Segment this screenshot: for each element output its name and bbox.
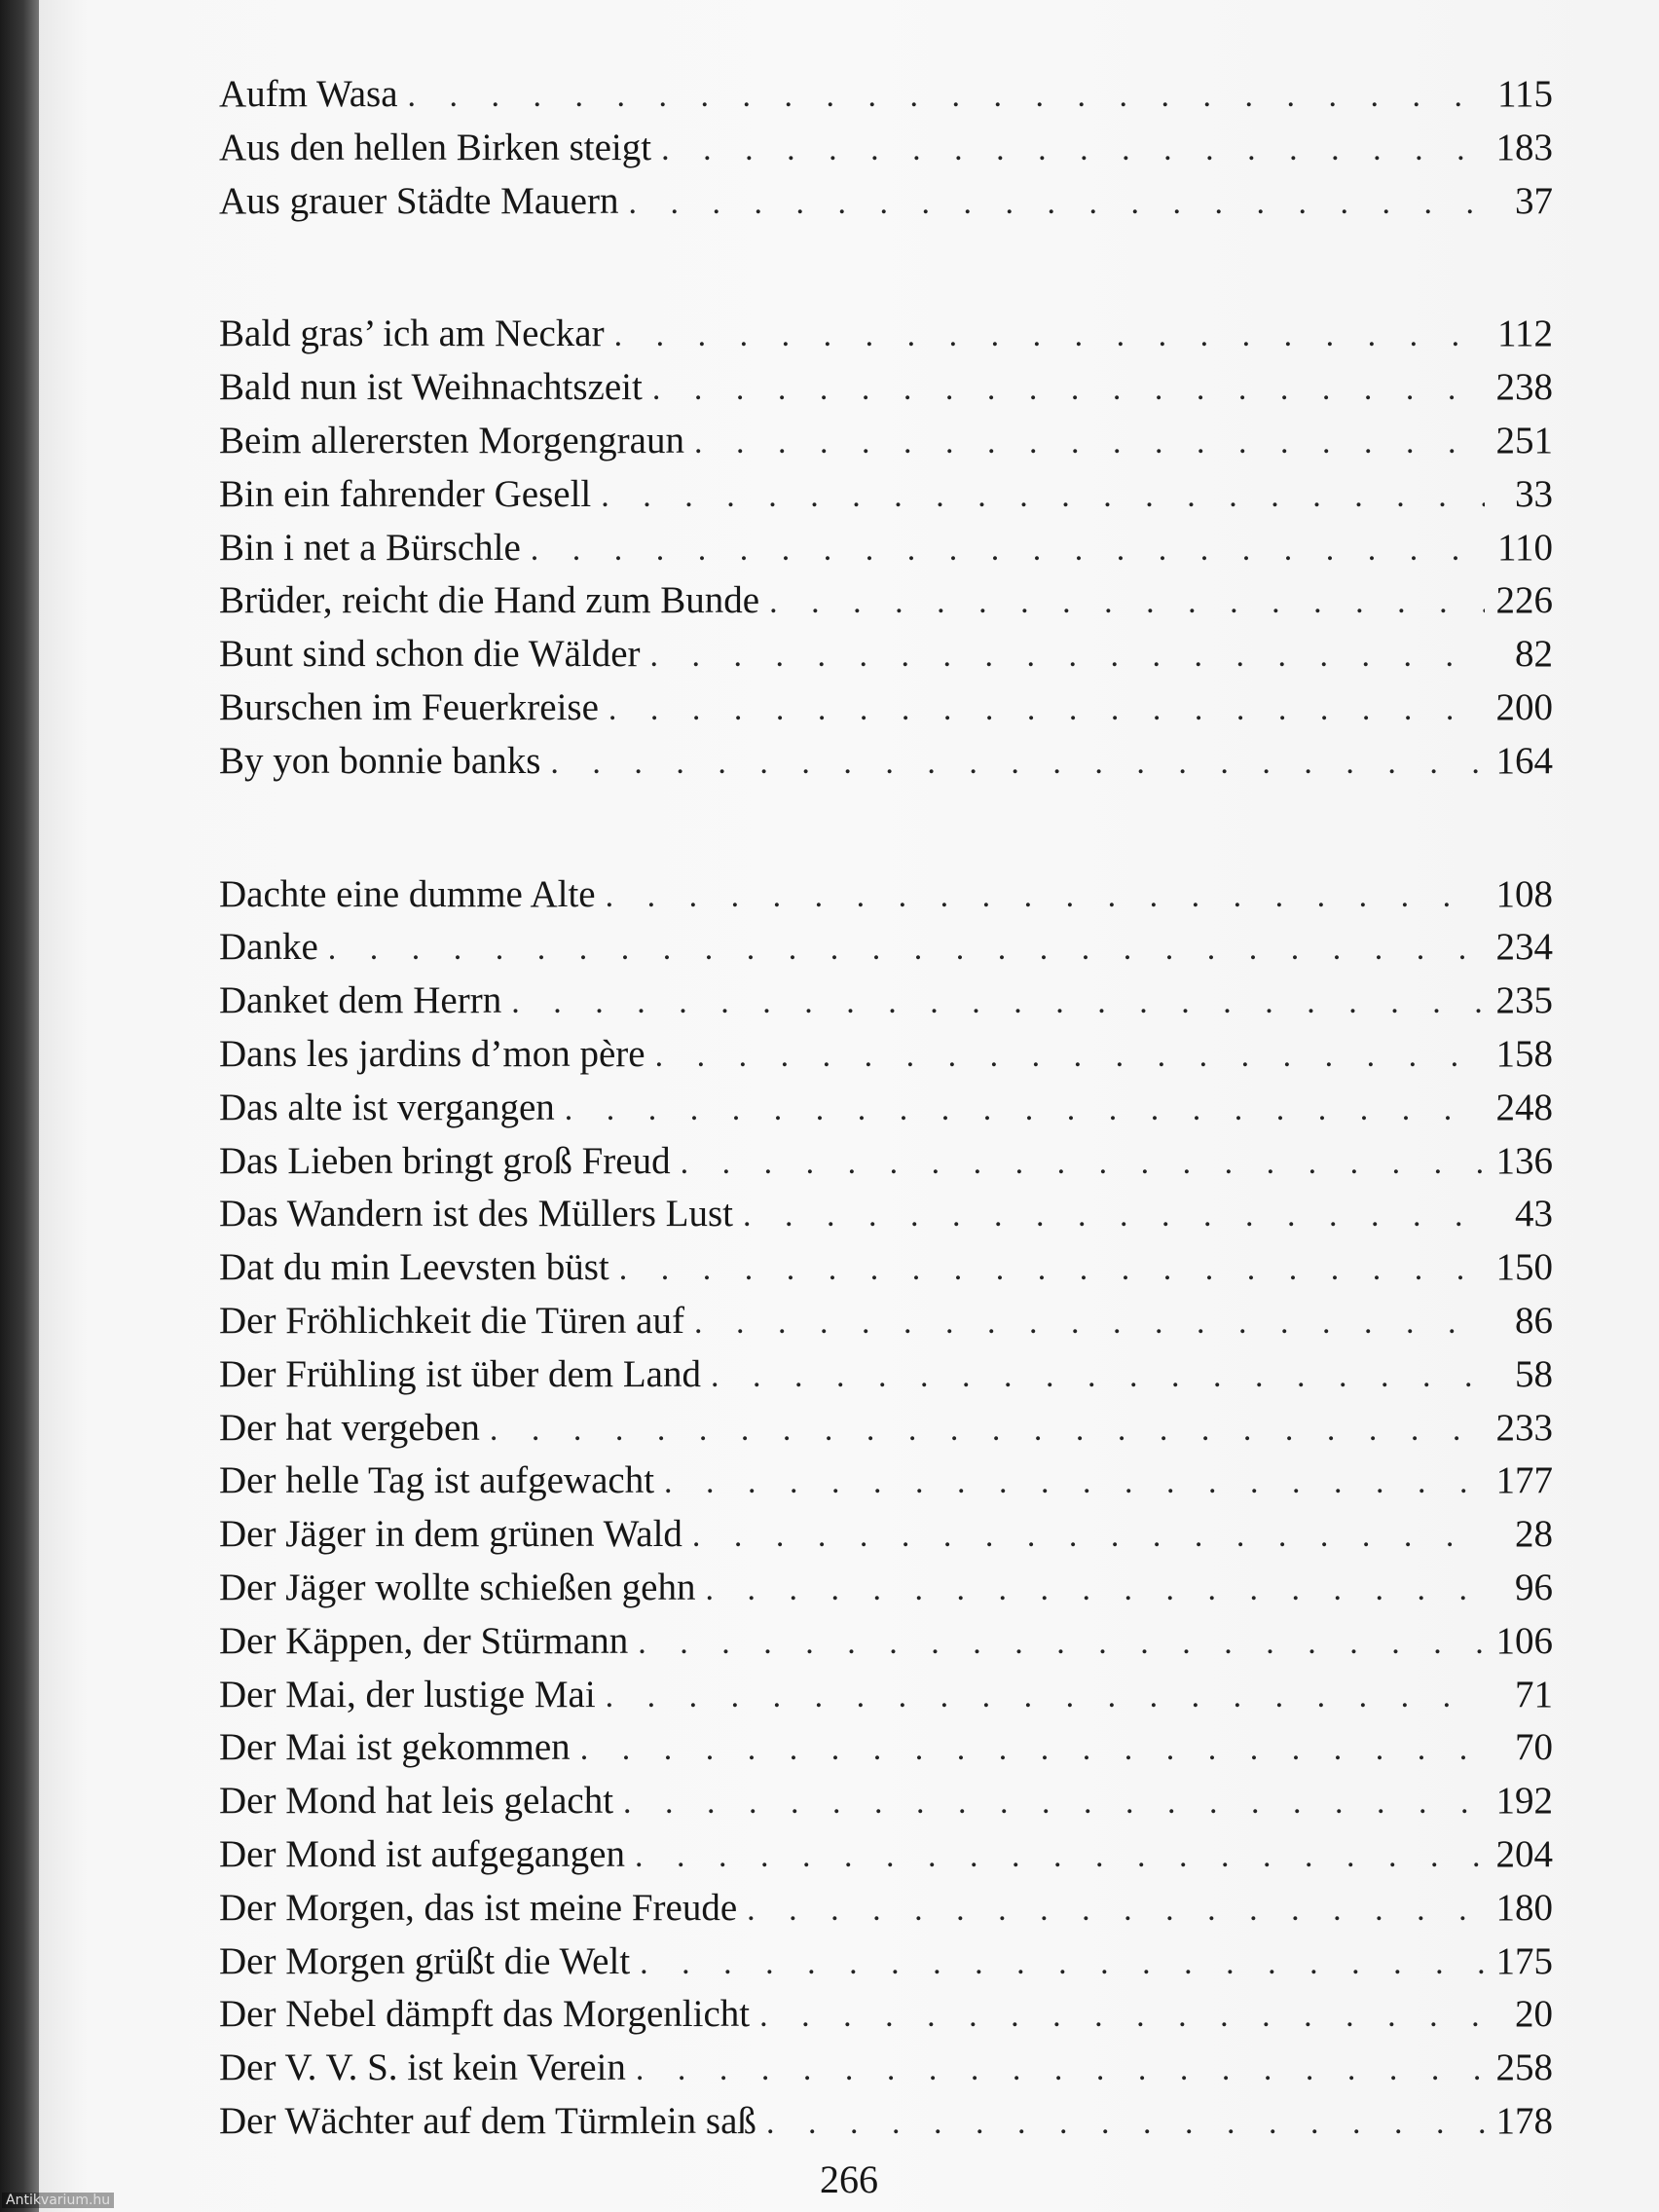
dot-leader — [601, 470, 1485, 524]
index-entry — [219, 975, 1553, 1028]
entry-page-number: 43 — [1515, 1193, 1553, 1235]
index-entry — [219, 1988, 1553, 2042]
index-entry — [219, 415, 1553, 468]
group-separator — [219, 789, 1553, 868]
entry-page-number: 200 — [1495, 685, 1553, 728]
dot-leader — [743, 1190, 1485, 1243]
entry-title: Der Nebel dämpft das Morgenlicht — [219, 1993, 751, 2036]
entry-title: Der Fröhlichkeit die Türen auf — [219, 1299, 684, 1342]
entry-title: Das Wandern ist des Müllers Lust — [219, 1193, 733, 1235]
index-entry — [219, 1135, 1553, 1189]
dot-leader — [650, 630, 1485, 683]
entry-page-number: 110 — [1496, 526, 1553, 569]
entry-page-number: 226 — [1495, 579, 1553, 622]
entry-page-number: 233 — [1495, 1406, 1553, 1449]
dot-leader — [628, 177, 1485, 231]
index-entry — [219, 1508, 1553, 1562]
entry-title: Das Lieben bringt groß Freud — [219, 1139, 671, 1182]
entry-title: Der Käppen, der Stürmann — [219, 1619, 629, 1662]
dot-leader — [694, 417, 1485, 470]
entry-page-number: 180 — [1495, 1886, 1553, 1929]
index-entry — [219, 1188, 1553, 1241]
dot-leader — [608, 683, 1485, 737]
watermark: Antikvarium.hu — [2, 2193, 114, 2208]
dot-leader — [606, 1671, 1485, 1724]
index-entry — [219, 1455, 1553, 1508]
entry-page-number: 106 — [1495, 1619, 1553, 1662]
entry-page-number: 234 — [1495, 926, 1553, 969]
entry-title: Der helle Tag ist aufgewacht — [219, 1459, 655, 1502]
dot-leader — [490, 1404, 1485, 1457]
dot-leader — [652, 363, 1485, 417]
dot-leader — [661, 124, 1485, 177]
dot-leader — [550, 737, 1485, 791]
index-entry — [219, 1721, 1553, 1775]
entry-title: Der Wächter auf dem Türmlein saß — [219, 2099, 756, 2142]
entry-title: Der Jäger in dem grünen Wald — [219, 1513, 682, 1556]
entry-page-number: 20 — [1515, 1993, 1553, 2036]
entry-title: Aus grauer Städte Mauern — [219, 179, 619, 222]
index-entry — [219, 1562, 1553, 1615]
dot-leader — [635, 1830, 1485, 1884]
index-entry — [219, 921, 1553, 975]
dot-leader — [614, 310, 1485, 363]
index-entry — [219, 1295, 1553, 1348]
dot-leader — [655, 1030, 1485, 1084]
entry-title: Beim allerersten Morgengraun — [219, 419, 684, 461]
entry-title: Danke — [219, 926, 318, 969]
index-entry — [219, 628, 1553, 682]
dot-leader — [606, 870, 1485, 924]
entry-page-number: 192 — [1495, 1780, 1553, 1823]
entry-title: Der V. V. S. ist kein Verein — [219, 2046, 626, 2089]
entry-title: Burschen im Feuerkreise — [219, 685, 599, 728]
entry-page-number: 37 — [1515, 179, 1553, 222]
index-entry — [219, 308, 1553, 361]
index-entry — [219, 1882, 1553, 1936]
entry-page-number: 108 — [1495, 872, 1553, 915]
dot-leader — [328, 923, 1485, 977]
dot-leader — [769, 576, 1485, 630]
entry-page-number: 204 — [1495, 1832, 1553, 1875]
dot-leader — [711, 1350, 1485, 1404]
entry-title: Dachte eine dumme Alte — [219, 872, 596, 915]
dot-leader — [747, 1884, 1485, 1937]
entry-page-number: 71 — [1515, 1673, 1553, 1715]
entry-title: Aus den hellen Birken steigt — [219, 126, 652, 168]
index-entry — [219, 1775, 1553, 1828]
entry-title: Der Mond ist aufgegangen — [219, 1832, 625, 1875]
dot-leader — [759, 1990, 1485, 2044]
entry-title: Der Mai, der lustige Mai — [219, 1673, 596, 1715]
entry-title: Dat du min Leevsten büst — [219, 1246, 609, 1289]
index-entry — [219, 574, 1553, 628]
entry-page-number: 58 — [1515, 1352, 1553, 1395]
index-entry — [219, 2095, 1553, 2149]
index-entry — [219, 1348, 1553, 1402]
index-entry — [219, 361, 1553, 415]
index-entry — [219, 68, 1553, 122]
entry-title: Bunt sind schon die Wälder — [219, 633, 641, 676]
entry-title: Der Frühling ist über dem Land — [219, 1352, 701, 1395]
dot-leader — [705, 1564, 1485, 1617]
song-index-list — [219, 68, 1553, 2149]
index-entry — [219, 1402, 1553, 1456]
index-entry — [219, 522, 1553, 575]
entry-page-number: 258 — [1495, 2046, 1553, 2089]
entry-title: Der Mai ist gekommen — [219, 1726, 571, 1769]
dot-leader — [681, 1137, 1485, 1191]
index-entry — [219, 682, 1553, 735]
dot-leader — [531, 524, 1485, 577]
entry-title: Bin ein fahrender Gesell — [219, 472, 592, 515]
group-separator — [219, 228, 1553, 308]
entry-page-number: 235 — [1495, 979, 1553, 1022]
entry-page-number: 70 — [1515, 1726, 1553, 1769]
entry-title: Das alte ist vergangen — [219, 1086, 555, 1128]
index-entry — [219, 1241, 1553, 1295]
dot-leader — [638, 1617, 1485, 1671]
index-entry — [219, 1828, 1553, 1882]
dot-leader — [580, 1723, 1485, 1777]
entry-page-number: 158 — [1495, 1032, 1553, 1075]
entry-page-number: 177 — [1495, 1459, 1553, 1502]
index-entry — [219, 1669, 1553, 1722]
entry-page-number: 86 — [1515, 1299, 1553, 1342]
dot-leader — [623, 1777, 1485, 1830]
entry-title: Dans les jardins d’mon père — [219, 1032, 645, 1075]
index-entry — [219, 468, 1553, 522]
index-entry — [219, 175, 1553, 229]
index-entry — [219, 1936, 1553, 1989]
entry-page-number: 33 — [1515, 472, 1553, 515]
entry-page-number: 178 — [1495, 2099, 1553, 2142]
book-spine-shadow — [0, 0, 39, 2212]
entry-page-number: 82 — [1515, 633, 1553, 676]
dot-leader — [640, 1937, 1485, 1991]
index-entry — [219, 122, 1553, 175]
entry-title: Aufm Wasa — [219, 73, 398, 115]
book-page — [39, 0, 1659, 2212]
entry-page-number: 248 — [1495, 1086, 1553, 1128]
entry-page-number: 96 — [1515, 1566, 1553, 1608]
entry-title: Bin i net a Bürschle — [219, 526, 521, 569]
dot-leader — [636, 2044, 1485, 2097]
entry-title: Danket dem Herrn — [219, 979, 502, 1022]
index-entry — [219, 735, 1553, 789]
entry-page-number: 251 — [1495, 419, 1553, 461]
dot-leader — [692, 1510, 1485, 1564]
dot-leader — [565, 1084, 1485, 1137]
index-entry — [219, 1082, 1553, 1135]
entry-page-number: 175 — [1495, 1939, 1553, 1982]
entry-page-number: 112 — [1496, 313, 1553, 355]
entry-title: Der hat vergeben — [219, 1406, 480, 1449]
entry-title: Bald nun ist Weihnachtszeit — [219, 366, 643, 409]
entry-title: Der Mond hat leis gelacht — [219, 1780, 614, 1823]
entry-page-number: 238 — [1495, 366, 1553, 409]
entry-page-number: 115 — [1496, 73, 1553, 115]
entry-page-number: 164 — [1495, 739, 1553, 782]
dot-leader — [694, 1297, 1485, 1350]
index-entry — [219, 868, 1553, 922]
entry-title: Bald gras’ ich am Neckar — [219, 313, 605, 355]
entry-page-number: 136 — [1495, 1139, 1553, 1182]
entry-title: Der Morgen, das ist meine Freude — [219, 1886, 738, 1929]
index-entry — [219, 2042, 1553, 2095]
index-entry — [219, 1615, 1553, 1669]
entry-title: Der Jäger wollte schießen gehn — [219, 1566, 696, 1608]
index-entry — [219, 1028, 1553, 1082]
entry-page-number: 28 — [1515, 1513, 1553, 1556]
entry-page-number: 150 — [1495, 1246, 1553, 1289]
entry-title: Brüder, reicht die Hand zum Bunde — [219, 579, 760, 622]
dot-leader — [511, 977, 1485, 1030]
dot-leader — [664, 1456, 1485, 1510]
page-number: 266 — [820, 2157, 878, 2201]
entry-page-number: 183 — [1495, 126, 1553, 168]
dot-leader — [766, 2097, 1485, 2151]
dot-leader — [408, 70, 1485, 124]
entry-title: Der Morgen grüßt die Welt — [219, 1939, 631, 1982]
dot-leader — [619, 1243, 1485, 1297]
entry-title: By yon bonnie banks — [219, 739, 541, 782]
